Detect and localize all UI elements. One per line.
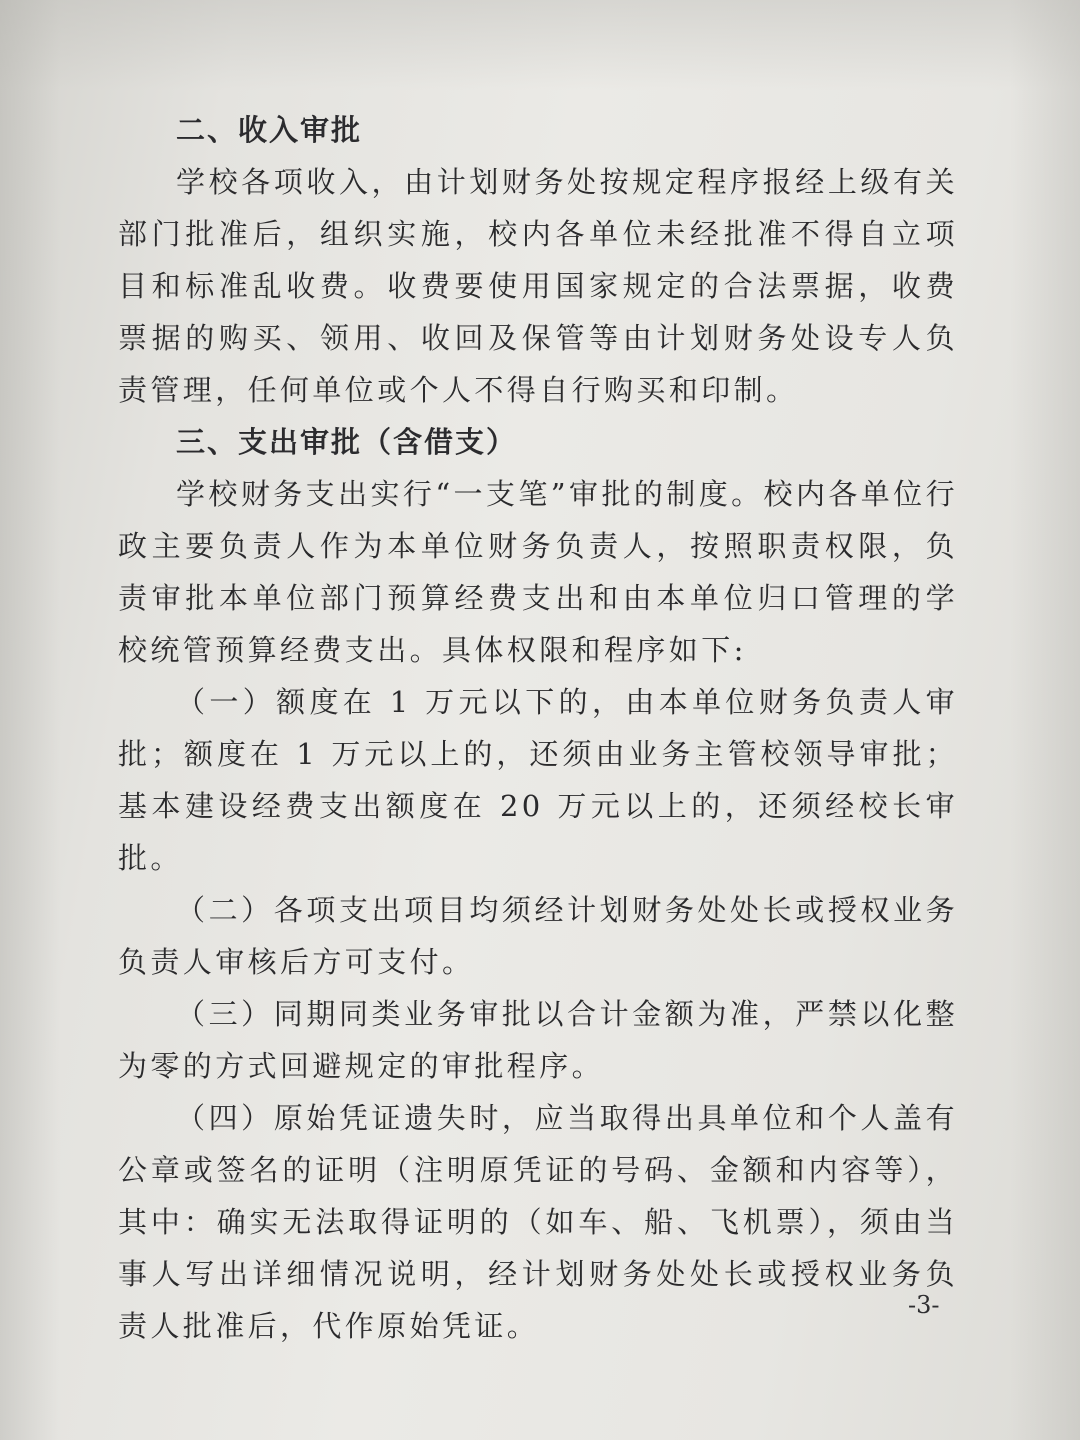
page-shadow-left [0, 0, 60, 1440]
paragraph-item-1: （一）额度在 1 万元以下的，由本单位财务负责人审批；额度在 1 万元以上的，还须由业务主管校领导审批；基本建设经费支出额度在 20 万元以上的，还须经校长审批。 [118, 685, 958, 875]
section-heading-expense-approval: 三、支出审批（含借支） [176, 425, 518, 459]
paragraph-item-3: （三）同期同类业务审批以合计金额为准，严禁以化整为零的方式回避规定的审批程序。 [118, 997, 958, 1083]
paragraph-expense-intro: 学校财务支出实行“一支笔”审批的制度。校内各单位行政主要负责人作为本单位财务负责人，按照职责权限，负责审批本单位部门预算经费支出和由本单位归口管理的学校统管预算经费支出。具体权限和程序如下: [118, 477, 958, 667]
paragraph-item-4: （四）原始凭证遗失时，应当取得出具单位和个人盖有公章或签名的证明（注明原凭证的号码、金额和内容等），其中：确实无法取得证明的（如车、船、飞机票），须由当事人写出详细情况说明，经计划财务处处长或授权业务负责人批准后，代作原始凭证。 [118, 1101, 958, 1343]
section-heading-income-approval: 二、收入审批 [176, 113, 363, 147]
paragraph-item-2: （二）各项支出项目均须经计划财务处处长或授权业务负责人审核后方可支付。 [118, 893, 958, 979]
paragraph-income-approval: 学校各项收入，由计划财务处按规定程序报经上级有关部门批准后，组织实施，校内各单位未经批准不得自立项目和标准乱收费。收费要使用国家规定的合法票据，收费票据的购买、领用、收回及保管等由计划财务处设专人负责管理，任何单位或个人不得自行购买和印制。 [118, 165, 958, 407]
document-body [118, 104, 958, 1352]
page-shadow-right [1010, 0, 1080, 1440]
page-number: -3- [908, 1291, 940, 1319]
page-shadow-top [0, 0, 1080, 90]
